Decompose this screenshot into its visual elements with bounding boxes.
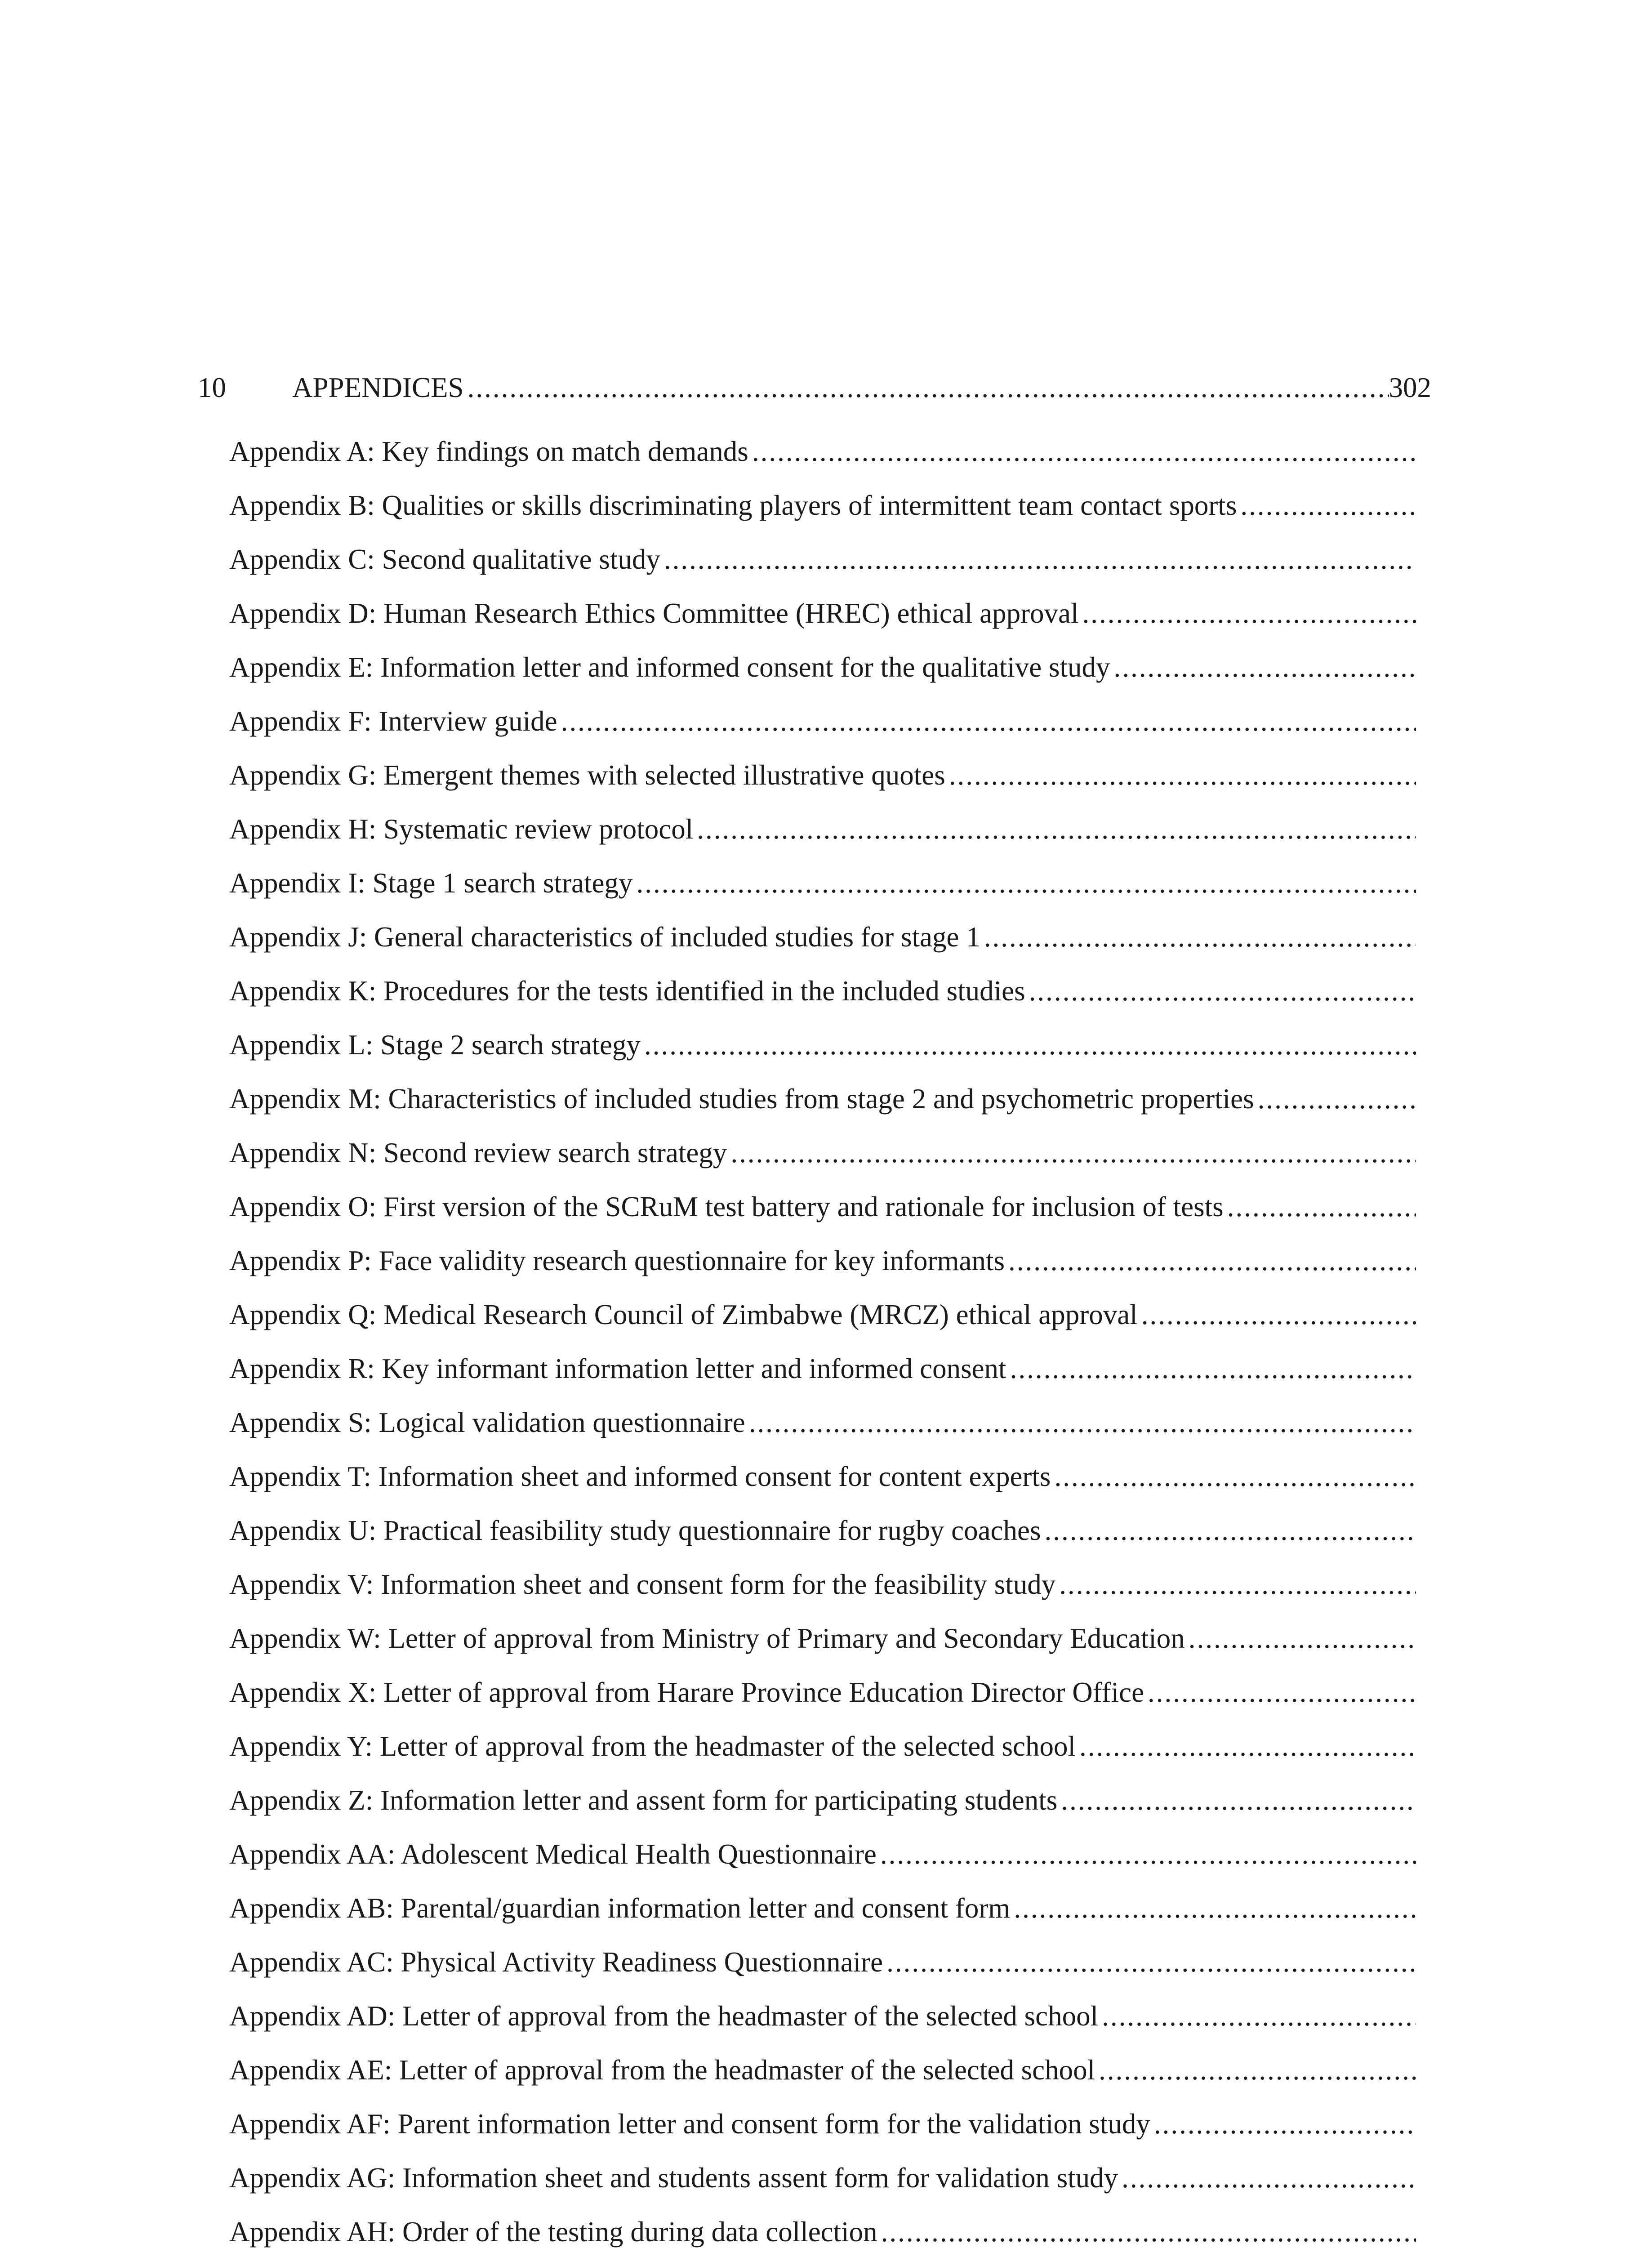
toc-entry-appendix-e[interactable] xyxy=(229,651,1416,705)
toc-entry-text: Appendix S: Logical validation questionnaire xyxy=(229,1407,745,1438)
toc-entry-text: Appendix X: Letter of approval from Harare Province Education Director Office xyxy=(229,1677,1144,1708)
toc-entry-appendix-ah[interactable] xyxy=(229,2216,1416,2248)
toc-entry-text: Appendix AH: Order of the testing during data collection xyxy=(229,2216,877,2248)
dot-leader xyxy=(886,1946,1416,1979)
toc-entry-appendix-w[interactable] xyxy=(229,1622,1416,1676)
toc-entry-appendix-p[interactable] xyxy=(229,1244,1416,1298)
toc-entry-text: Appendix Y: Letter of approval from the headmaster of the selected school xyxy=(229,1731,1076,1762)
toc-entry-text: Appendix M: Characteristics of included studies from stage 2 and psychometric properties xyxy=(229,1083,1254,1115)
toc-entry-text: Appendix B: Qualities or skills discriminating players of intermittent team contact sports xyxy=(229,490,1237,521)
dot-leader xyxy=(749,1406,1416,1439)
toc-entry-appendix-j[interactable] xyxy=(229,921,1416,975)
toc-entry-text: Appendix AE: Letter of approval from the headmaster of the selected school xyxy=(229,2054,1095,2086)
toc-entry-text: Appendix Z: Information letter and assent form for participating students xyxy=(229,1784,1058,1816)
dot-leader xyxy=(1240,489,1416,522)
toc-entry-appendix-u[interactable] xyxy=(229,1514,1416,1568)
dot-leader xyxy=(1148,1676,1416,1709)
section-title: APPENDICES xyxy=(292,372,464,403)
toc-entry-appendix-ag[interactable] xyxy=(229,2162,1416,2216)
toc-entry-text: Appendix D: Human Research Ethics Committee (HREC) ethical approval xyxy=(229,598,1079,629)
toc-entry-text: Appendix V: Information sheet and consent form for the feasibility study xyxy=(229,1569,1056,1600)
toc-entry-appendix-m[interactable] xyxy=(229,1083,1416,1137)
dot-leader xyxy=(1054,1460,1416,1493)
dot-leader xyxy=(1189,1622,1416,1655)
toc-entry-appendix-ae[interactable] xyxy=(229,2054,1416,2108)
dot-leader xyxy=(1082,597,1416,630)
toc-entry-text: Appendix P: Face validity research questionnaire for key informants xyxy=(229,1245,1005,1276)
toc-entry-text: Appendix O: First version of the SCRuM test battery and rationale for inclusion of tests xyxy=(229,1191,1224,1222)
dot-leader xyxy=(949,759,1416,792)
dot-leader xyxy=(644,1029,1416,1062)
toc-entry-text: Appendix J: General characteristics of included studies for stage 1 xyxy=(229,921,980,953)
dot-leader xyxy=(1227,1191,1416,1223)
toc-entry-appendix-g[interactable] xyxy=(229,759,1416,813)
toc-entry-text: Appendix A: Key findings on match demands xyxy=(229,436,748,467)
dot-leader xyxy=(1010,1352,1416,1385)
toc-entry-text: Appendix U: Practical feasibility study questionnaire for rugby coaches xyxy=(229,1515,1041,1546)
toc-entry-appendix-l[interactable] xyxy=(229,1029,1416,1083)
toc-entry-text: Appendix K: Procedures for the tests identified in the included studies xyxy=(229,975,1025,1007)
appendix-list xyxy=(229,435,1416,2248)
toc-entry-appendix-i[interactable] xyxy=(229,867,1416,921)
toc-entry-text: Appendix I: Stage 1 search strategy xyxy=(229,867,633,899)
toc-entry-appendix-z[interactable] xyxy=(229,1784,1416,1838)
dot-leader xyxy=(1059,1568,1416,1601)
dot-leader xyxy=(1141,1298,1416,1331)
section-number: 10 xyxy=(198,372,226,403)
dot-leader xyxy=(730,1137,1416,1169)
toc-entry-appendix-d[interactable] xyxy=(229,597,1416,651)
toc-entry-appendix-a[interactable] xyxy=(229,435,1416,489)
toc-entry-appendix-q[interactable] xyxy=(229,1298,1416,1352)
toc-entry-text: Appendix C: Second qualitative study xyxy=(229,544,660,575)
toc-entry-appendix-ab[interactable] xyxy=(229,1892,1416,1946)
toc-entry-text: Appendix N: Second review search strategy xyxy=(229,1137,727,1169)
dot-leader xyxy=(1113,651,1416,684)
dot-leader xyxy=(880,1838,1416,1871)
toc-entry-text: Appendix AG: Information sheet and students assent form for validation study xyxy=(229,2162,1118,2194)
toc-entry-appendix-y[interactable] xyxy=(229,1730,1416,1784)
dot-leader xyxy=(664,543,1416,576)
dot-leader xyxy=(636,867,1416,900)
toc-entry-text: Appendix AD: Letter of approval from the headmaster of the selected school xyxy=(229,2000,1099,2032)
dot-leader xyxy=(1079,1730,1416,1763)
section-page-number: 302 xyxy=(1389,372,1431,403)
toc-entry-appendix-ac[interactable] xyxy=(229,1946,1416,2000)
toc-entry-appendix-o[interactable] xyxy=(229,1191,1416,1244)
toc-entry-appendix-v[interactable] xyxy=(229,1568,1416,1622)
toc-entry-appendix-ad[interactable] xyxy=(229,2000,1416,2054)
dot-leader xyxy=(1154,2108,1416,2141)
toc-entry-appendix-n[interactable] xyxy=(229,1137,1416,1191)
dot-leader xyxy=(468,371,1389,404)
dot-leader xyxy=(561,705,1416,738)
dot-leader xyxy=(1014,1892,1416,1925)
dot-leader xyxy=(984,921,1416,954)
toc-entry-text: Appendix L: Stage 2 search strategy xyxy=(229,1029,641,1061)
toc-entry-appendix-r[interactable] xyxy=(229,1352,1416,1406)
toc-entry-text: Appendix AA: Adolescent Medical Health Questionnaire xyxy=(229,1838,877,1870)
toc-entry-appendix-x[interactable] xyxy=(229,1676,1416,1730)
toc-entry-text: Appendix F: Interview guide xyxy=(229,705,557,737)
toc-entry-text: Appendix Q: Medical Research Council of Zimbabwe (MRCZ) ethical approval xyxy=(229,1299,1138,1330)
dot-leader xyxy=(1061,1784,1416,1817)
toc-entry-text: Appendix AB: Parental/guardian information letter and consent form xyxy=(229,1892,1011,1924)
dot-leader xyxy=(1258,1083,1416,1115)
toc-entry-text: Appendix H: Systematic review protocol xyxy=(229,813,694,845)
dot-leader xyxy=(1029,975,1416,1008)
dot-leader xyxy=(881,2216,1416,2248)
dot-leader xyxy=(752,435,1416,468)
toc-entry-text: Appendix T: Information sheet and informed consent for content experts xyxy=(229,1461,1051,1492)
dot-leader xyxy=(1099,2054,1416,2087)
toc-entry-appendix-t[interactable] xyxy=(229,1460,1416,1514)
toc-entry-appendix-k[interactable] xyxy=(229,975,1416,1029)
dot-leader xyxy=(1122,2162,1416,2194)
toc-entry-text: Appendix G: Emergent themes with selected illustrative quotes xyxy=(229,759,945,791)
toc-entry-appendix-af[interactable] xyxy=(229,2108,1416,2162)
toc-entry-appendix-f[interactable] xyxy=(229,705,1416,759)
toc-entry-appendix-aa[interactable] xyxy=(229,1838,1416,1892)
dot-leader xyxy=(1008,1244,1416,1277)
toc-entry-appendix-s[interactable] xyxy=(229,1406,1416,1460)
toc-entry-text: Appendix E: Information letter and informed consent for the qualitative study xyxy=(229,651,1110,683)
dot-leader xyxy=(697,813,1416,846)
toc-section-heading[interactable] xyxy=(198,371,1431,416)
toc-entry-appendix-c[interactable] xyxy=(229,543,1416,597)
dot-leader xyxy=(1102,2000,1416,2033)
toc-entry-appendix-b[interactable] xyxy=(229,489,1416,543)
toc-entry-text: Appendix AC: Physical Activity Readiness Questionnaire xyxy=(229,1946,883,1978)
dot-leader xyxy=(1045,1514,1416,1547)
toc-entry-text: Appendix AF: Parent information letter and consent form for the validation study xyxy=(229,2108,1150,2140)
toc-entry-text: Appendix W: Letter of approval from Ministry of Primary and Secondary Education xyxy=(229,1623,1185,1654)
toc-entry-text: Appendix R: Key informant information letter and informed consent xyxy=(229,1353,1006,1384)
toc-entry-appendix-h[interactable] xyxy=(229,813,1416,867)
